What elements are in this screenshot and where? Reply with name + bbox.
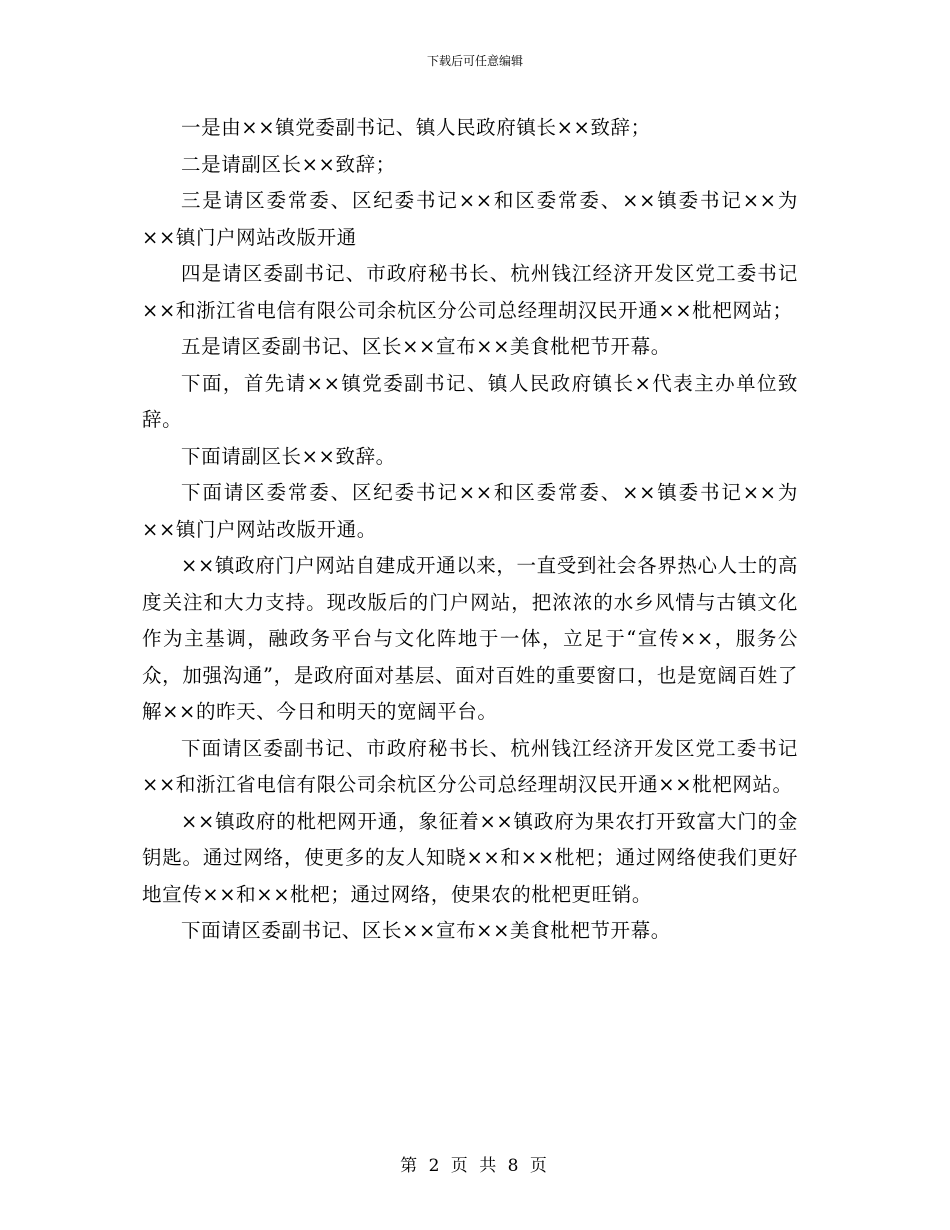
paragraph: 五是请区委副书记、区长××宣布××美食枇杷节开幕。 bbox=[181, 335, 671, 358]
paragraph: 下面请副区长××致辞。 bbox=[181, 444, 396, 468]
document-body bbox=[142, 110, 798, 950]
paragraph: 下面请区委副书记、区长××宣布××美食枇杷节开幕。 bbox=[181, 919, 671, 942]
paragraph: 下面请区委副书记、市政府秘书长、杭州钱江经济开发区党工委书记××和浙江省电信有限公司余杭区分公司总经理胡汉民开通××枇杷网站。 bbox=[142, 736, 798, 796]
paragraph: 四是请区委副书记、市政府秘书长、杭州钱江经济开发区党工委书记××和浙江省电信有限公司余杭区分公司总经理胡汉民开通××枇杷网站； bbox=[142, 262, 798, 322]
paragraph: 三是请区委常委、区纪委书记××和区委常委、××镇委书记××为××镇门户网站改版开通 bbox=[142, 189, 798, 249]
page-header: 下载后可任意编辑 bbox=[426, 54, 523, 68]
paragraph: 二是请副区长××致辞； bbox=[181, 152, 396, 176]
paragraph: 下面，首先请××镇党委副书记、镇人民政府镇长×代表主办单位致辞。 bbox=[142, 371, 798, 431]
paragraph: ××镇政府门户网站自建成开通以来，一直受到社会各界热心人士的高度关注和大力支持。现改版后的门户网站，把浓浓的水乡风情与古镇文化作为主基调，融政务平台与文化阵地于一体，立足于“宣传××，服务公众，加强沟通”，是政府面对基层、面对百姓的重要窗口，也是宽阔百姓了解××的昨天、今日和明天的宽阔平台。 bbox=[142, 554, 798, 723]
paragraph: ××镇政府的枇杷网开通，象征着××镇政府为果农打开致富大门的金钥匙。通过网络，使更多的友人知晓××和××枇杷；通过网络使我们更好地宣传××和××枇杷；通过网络，使果农的枇杷更旺销。 bbox=[142, 809, 798, 906]
paragraph: 一是由××镇党委副书记、镇人民政府镇长××致辞； bbox=[181, 116, 651, 139]
paragraph: 下面请区委常委、区纪委书记××和区委常委、××镇委书记××为××镇门户网站改版开通。 bbox=[142, 481, 798, 541]
page-number-footer: 第 2 页 共 8 页 bbox=[400, 1156, 550, 1176]
